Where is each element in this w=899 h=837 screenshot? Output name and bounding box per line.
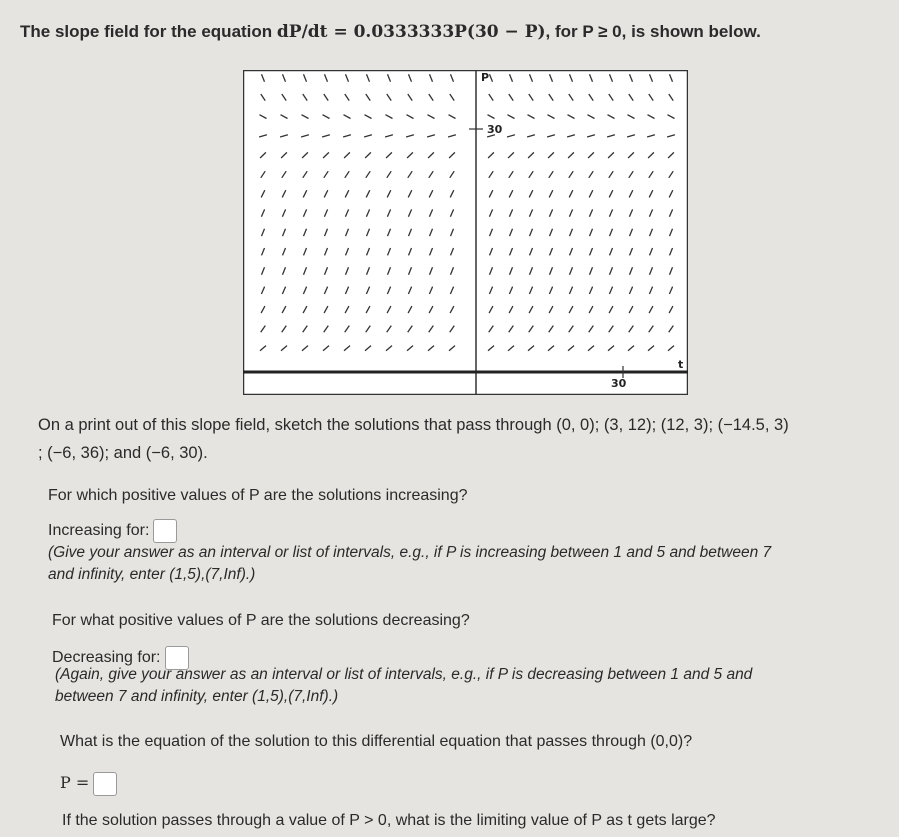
equation-label: P = bbox=[60, 773, 90, 793]
decreasing-hint bbox=[55, 664, 895, 708]
limit-question: If the solution passes through a value of P > 0, what is the limiting value of P as t gets large? bbox=[62, 812, 716, 829]
decreasing-question: For what positive values of P are the solutions decreasing? bbox=[52, 612, 470, 629]
header-suffix: , for P ≥ 0, is shown below. bbox=[545, 22, 761, 41]
decreasing-hint-line2: between 7 and infinity, enter (1,5),(7,Inf).) bbox=[55, 688, 339, 705]
increasing-hint-line1: (Give your answer as an interval or list of intervals, e.g., if P is increasing between 1 and 5 and between 7 bbox=[48, 544, 772, 561]
increasing-row bbox=[48, 519, 177, 543]
equation-question: What is the equation of the solution to this differential equation that passes through (0,0)? bbox=[60, 733, 693, 750]
increasing-hint bbox=[48, 542, 888, 586]
increasing-hint-line2: and infinity, enter (1,5),(7,Inf).) bbox=[48, 566, 256, 583]
t-tick-label: 30 bbox=[611, 377, 627, 390]
equation-input[interactable] bbox=[93, 772, 117, 796]
header-equation: dP/dt = 0.0333333P(30 − P) bbox=[276, 22, 546, 42]
decreasing-label: Decreasing for: bbox=[52, 649, 161, 667]
p-axis-label: P bbox=[481, 71, 490, 84]
problem-header bbox=[20, 22, 761, 42]
decreasing-hint-line1: (Again, give your answer as an interval or list of intervals, e.g., if P is decreasing between 1 and 5 and bbox=[55, 666, 753, 683]
slope-field-graph bbox=[243, 70, 688, 395]
header-prefix: The slope field for the equation bbox=[20, 22, 277, 41]
increasing-label: Increasing for: bbox=[48, 522, 150, 540]
instructions-line1: On a print out of this slope field, sketch the solutions that pass through (0, 0); (3, 12); (12, 3); (−14.5, 3) bbox=[38, 416, 789, 434]
equation-row bbox=[60, 772, 117, 796]
t-axis-label: t bbox=[678, 358, 684, 371]
instructions-line2: ; (−6, 36); and (−6, 30). bbox=[38, 444, 208, 462]
p-tick-label: 30 bbox=[487, 123, 503, 136]
increasing-question: For which positive values of P are the solutions increasing? bbox=[48, 487, 468, 504]
graph-background bbox=[243, 70, 688, 395]
increasing-input[interactable] bbox=[153, 519, 177, 543]
